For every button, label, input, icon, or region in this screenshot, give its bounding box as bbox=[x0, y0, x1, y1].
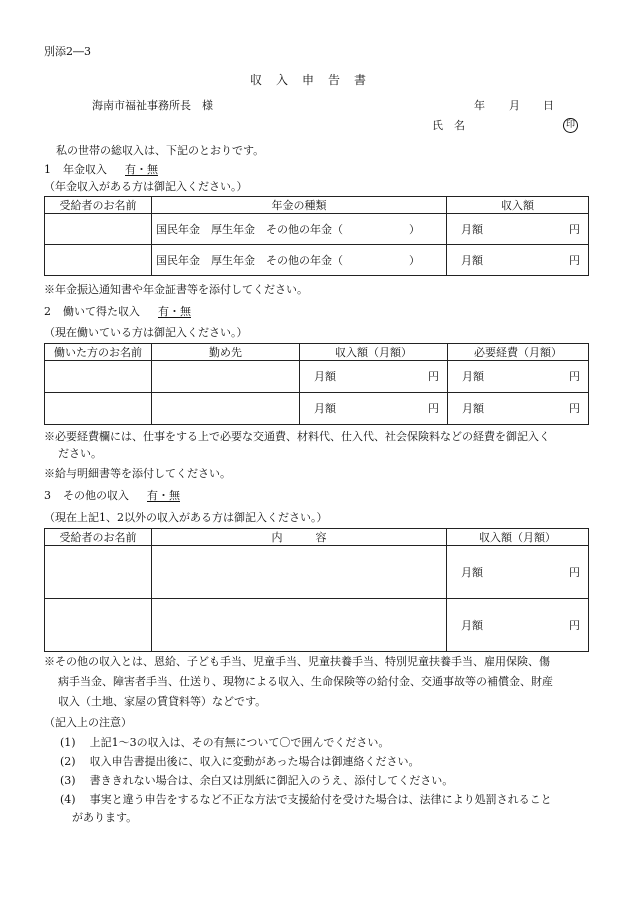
addressee: 海南市福祉事務所長 様 bbox=[92, 99, 213, 112]
recipient-name-cell[interactable] bbox=[45, 245, 152, 276]
caution-item bbox=[60, 756, 419, 767]
amount-label: 月額 bbox=[461, 222, 483, 236]
employer-cell[interactable] bbox=[152, 361, 300, 393]
caution-item bbox=[60, 775, 453, 786]
table-row bbox=[45, 393, 589, 425]
section2-note2: ※給与明細書等を添付してください。 bbox=[44, 467, 231, 480]
amount-label: 月額 bbox=[461, 565, 483, 579]
content-cell[interactable] bbox=[152, 599, 447, 652]
section2-number: 2 bbox=[44, 305, 51, 318]
yen-label: 円 bbox=[569, 222, 580, 236]
pension-type-text: 国民年金 厚生年金 その他の年金（ ） bbox=[156, 222, 420, 236]
section3-instruction: （現在上記1、2以外の収入がある方は御記入ください。） bbox=[44, 511, 328, 524]
table-header-row bbox=[45, 197, 589, 214]
column-header: 収入額 bbox=[447, 197, 589, 214]
expense-label: 月額 bbox=[462, 370, 484, 383]
income-label: 月額 bbox=[314, 370, 336, 383]
document-title: 収 入 申 告 書 bbox=[250, 73, 368, 87]
table-row bbox=[45, 245, 589, 276]
expense-cell[interactable] bbox=[448, 393, 589, 425]
caution-number: (4) bbox=[60, 793, 76, 806]
yen-label: 円 bbox=[569, 253, 580, 267]
income-cell[interactable] bbox=[300, 393, 448, 425]
worker-name-cell[interactable] bbox=[45, 361, 152, 393]
section1-yesno[interactable]: 有・無 bbox=[125, 163, 158, 176]
content-cell[interactable] bbox=[152, 546, 447, 599]
column-header: 働いた方のお名前 bbox=[45, 344, 152, 361]
column-header: 受給者のお名前 bbox=[45, 529, 152, 546]
table-row bbox=[45, 546, 589, 599]
section3-yesno[interactable]: 有・無 bbox=[147, 489, 180, 502]
table-header-row bbox=[45, 344, 589, 361]
caution-item bbox=[60, 794, 552, 805]
section1-note: ※年金振込通知書や年金証書等を添付してください。 bbox=[44, 283, 308, 296]
table-row bbox=[45, 599, 589, 652]
column-header: 収入額（月額） bbox=[447, 529, 589, 546]
section2-instruction: （現在働いている方は御記入ください。） bbox=[44, 326, 248, 339]
caution-number: (3) bbox=[60, 774, 76, 787]
caution-text: 上記1～3の収入は、その有無について〇で囲んでください。 bbox=[89, 736, 390, 749]
section3-note-line3: 収入（土地、家屋の賃貸料等）などです。 bbox=[58, 695, 267, 708]
section3-note bbox=[44, 652, 604, 712]
income-label: 月額 bbox=[314, 402, 336, 415]
section3-title: その他の収入 bbox=[63, 489, 129, 502]
employer-cell[interactable] bbox=[152, 393, 300, 425]
caution-text: 書ききれない場合は、余白又は別紙に御記入のうえ、添付してください。 bbox=[89, 774, 454, 787]
amount-cell[interactable] bbox=[447, 245, 589, 276]
caution-item4-continuation: があります。 bbox=[72, 811, 138, 824]
section2-heading bbox=[44, 306, 191, 317]
table-header-row bbox=[45, 529, 589, 546]
yen-label: 円 bbox=[569, 618, 580, 632]
section2-note1-line1: ※必要経費欄には、仕事をする上で必要な交通費、材料代、仕入代、社会保険料などの経費を御記入く bbox=[44, 430, 550, 443]
worker-name-cell[interactable] bbox=[45, 393, 152, 425]
seal-mark-icon: 印 bbox=[563, 118, 578, 133]
yen-label: 円 bbox=[569, 565, 580, 579]
yen-label: 円 bbox=[428, 402, 439, 415]
date-month-label: 月 bbox=[509, 99, 520, 112]
column-header: 必要経費（月額） bbox=[448, 344, 589, 361]
name-label: 氏 名 bbox=[432, 119, 465, 132]
pension-type-cell[interactable] bbox=[152, 214, 447, 245]
section2-yesno[interactable]: 有・無 bbox=[158, 305, 191, 318]
cautions-title: （記入上の注意） bbox=[44, 716, 132, 729]
yen-label: 円 bbox=[569, 370, 580, 383]
income-cell[interactable] bbox=[300, 361, 448, 393]
pension-table bbox=[44, 196, 589, 276]
expense-cell[interactable] bbox=[448, 361, 589, 393]
pension-type-cell[interactable] bbox=[152, 245, 447, 276]
other-income-table bbox=[44, 528, 589, 652]
section3-note-line1: ※その他の収入とは、恩給、子ども手当、児童手当、児童扶養手当、特別児童扶養手当、雇用保険、傷 bbox=[44, 655, 550, 668]
section2-note1-line2: ださい。 bbox=[58, 447, 102, 460]
section1-number: 1 bbox=[44, 163, 51, 176]
section1-heading bbox=[44, 164, 158, 175]
caution-text: 事実と違う申告をするなど不正な方法で支援給付を受けた場合は、法律により処罰されること bbox=[89, 793, 552, 806]
caution-number: (2) bbox=[60, 755, 76, 768]
column-header: 受給者のお名前 bbox=[45, 197, 152, 214]
amount-cell[interactable] bbox=[447, 546, 589, 599]
section2-title: 働いて得た収入 bbox=[63, 305, 140, 318]
section3-note-line2: 病手当金、障害者手当、仕送り、現物による収入、生命保険等の給付金、交通事故等の補償金、財産 bbox=[58, 675, 553, 688]
table-row bbox=[45, 214, 589, 245]
section2-note1 bbox=[44, 428, 594, 462]
column-header: 内 容 bbox=[152, 529, 447, 546]
employment-table bbox=[44, 343, 589, 425]
attachment-label: 別添2―3 bbox=[44, 45, 91, 58]
yen-label: 円 bbox=[569, 402, 580, 415]
amount-cell[interactable] bbox=[447, 214, 589, 245]
recipient-name-cell[interactable] bbox=[45, 546, 152, 599]
amount-label: 月額 bbox=[461, 253, 483, 267]
amount-cell[interactable] bbox=[447, 599, 589, 652]
date-year-label: 年 bbox=[474, 99, 485, 112]
table-row bbox=[45, 361, 589, 393]
caution-item bbox=[60, 737, 389, 748]
pension-type-text: 国民年金 厚生年金 その他の年金（ ） bbox=[156, 253, 420, 267]
column-header: 勤め先 bbox=[152, 344, 300, 361]
yen-label: 円 bbox=[428, 370, 439, 383]
caution-number: (1) bbox=[60, 736, 76, 749]
intro-text: 私の世帯の総収入は、下記のとおりです。 bbox=[56, 144, 265, 157]
amount-label: 月額 bbox=[461, 618, 483, 632]
section3-heading bbox=[44, 490, 180, 501]
recipient-name-cell[interactable] bbox=[45, 599, 152, 652]
caution-text: 収入申告書提出後に、収入に変動があった場合は御連絡ください。 bbox=[89, 755, 420, 768]
section1-title: 年金収入 bbox=[63, 163, 107, 176]
column-header: 年金の種類 bbox=[152, 197, 447, 214]
date-day-label: 日 bbox=[543, 99, 554, 112]
expense-label: 月額 bbox=[462, 402, 484, 415]
recipient-name-cell[interactable] bbox=[45, 214, 152, 245]
section3-number: 3 bbox=[44, 489, 51, 502]
column-header: 収入額（月額） bbox=[300, 344, 448, 361]
section1-instruction: （年金収入がある方は御記入ください。） bbox=[44, 180, 248, 193]
